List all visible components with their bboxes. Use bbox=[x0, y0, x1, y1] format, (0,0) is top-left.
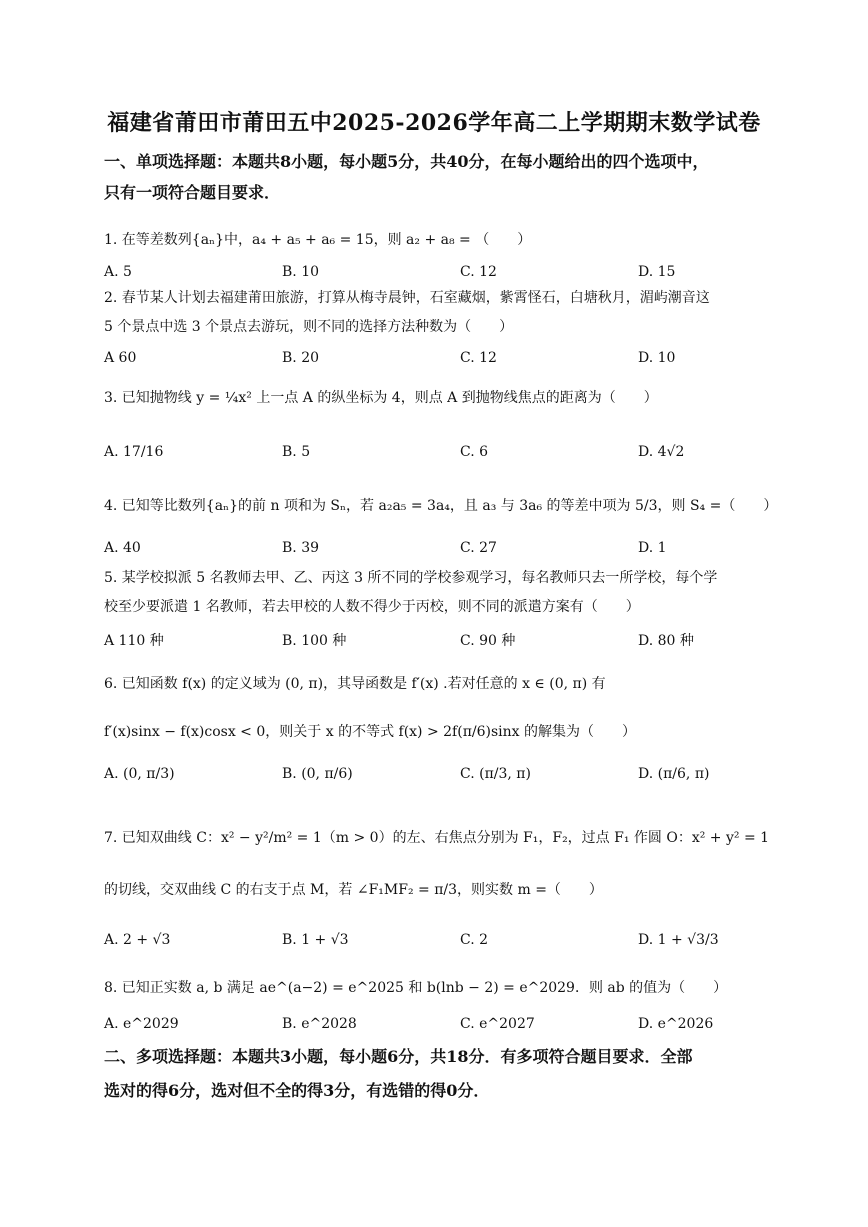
section1-heading-line1: 一、单项选择题：本题共8小题，每小题5分，共40分，在每小题给出的四个选项中， bbox=[104, 152, 709, 171]
question-2-options bbox=[104, 350, 768, 372]
exam-title: 福建省莆田市莆田五中2025-2026学年高二上学期期末数学试卷 bbox=[107, 110, 761, 136]
question-2-stem-line2: 5 个景点中选 3 个景点去游玩，则不同的选择方法种数为（ ） bbox=[104, 319, 514, 335]
question-5-stem-line2: 校至少要派遣 1 名教师，若去甲校的人数不得少于丙校，则不同的派遣方案有（ ） bbox=[104, 599, 640, 615]
option-a: A. 5 bbox=[104, 264, 132, 280]
question-5-options bbox=[104, 630, 768, 652]
question-1 bbox=[104, 226, 768, 255]
question-6-stem-line1: 6. 已知函数 f(x) 的定义域为 (0, π)，其导函数是 f′(x) .若对任意的 x ∈ (0, π) 有 bbox=[104, 676, 606, 692]
question-5 bbox=[104, 564, 768, 622]
option-d: D. 1 + √3/3 bbox=[638, 932, 719, 948]
option-b: B. 1 + √3 bbox=[282, 932, 349, 948]
option-a: A. 2 + √3 bbox=[104, 932, 171, 948]
option-d: D. 4√2 bbox=[638, 444, 685, 460]
option-a: A. e^2029 bbox=[104, 1016, 179, 1032]
question-5-stem-line1: 5. 某学校拟派 5 名教师去甲、乙、丙这 3 所不同的学校参观学习，每名教师只去一所学校，每个学 bbox=[104, 570, 718, 586]
option-d: D. 10 bbox=[638, 350, 676, 366]
option-a: A. 40 bbox=[104, 540, 141, 556]
question-4-stem: 4. 已知等比数列{aₙ}的前 n 项和为 Sₙ，若 a₂a₅ = 3a₄，且 a₃ 与 3a₆ 的等差中项为 5/3，则 S₄ =（ ） bbox=[104, 498, 778, 514]
question-6 bbox=[104, 660, 768, 756]
option-b: B. (0, π/6) bbox=[282, 766, 353, 782]
option-b: B. e^2028 bbox=[282, 1016, 357, 1032]
question-6-options bbox=[104, 766, 768, 788]
question-3-options bbox=[104, 444, 768, 466]
question-7 bbox=[104, 812, 768, 916]
question-2 bbox=[104, 284, 768, 342]
section1-heading bbox=[104, 146, 774, 208]
question-7-stem-line1: 7. 已知双曲线 C：x² − y²/m² = 1（m > 0）的左、右焦点分别为 F₁，F₂，过点 F₁ 作圆 O：x² + y² = 1 bbox=[104, 830, 770, 846]
question-8-stem: 8. 已知正实数 a, b 满足 ae^(a−2) = e^2025 和 b(lnb − 2) = e^2029．则 ab 的值为（ ） bbox=[104, 980, 728, 996]
option-d: D. 80 种 bbox=[638, 633, 694, 649]
option-b: B. 39 bbox=[282, 540, 320, 556]
option-a: A 110 种 bbox=[104, 633, 164, 649]
question-6-stem-line2: f′(x)sinx − f(x)cosx < 0，则关于 x 的不等式 f(x) > 2f(π/6)sinx 的解集为（ ） bbox=[104, 724, 637, 740]
section1-heading-line2: 只有一项符合题目要求． bbox=[104, 183, 281, 202]
option-d: D. 15 bbox=[638, 264, 676, 280]
option-c: C. 12 bbox=[460, 350, 497, 366]
option-d: D. (π/6, π) bbox=[638, 766, 710, 782]
question-3-stem: 3. 已知抛物线 y = ¼x² 上一点 A 的纵坐标为 4，则点 A 到抛物线焦点的距离为（ ） bbox=[104, 390, 658, 406]
section2-heading-line1: 二、多项选择题：本题共3小题，每小题6分，共18分．有多项符合题目要求．全部 bbox=[104, 1047, 693, 1066]
option-a: A 60 bbox=[104, 350, 137, 366]
question-3 bbox=[104, 384, 768, 413]
option-b: B. 100 种 bbox=[282, 633, 347, 649]
section2-heading-line2: 选对的得6分，选对但不全的得3分，有选错的得0分． bbox=[104, 1081, 490, 1100]
question-1-stem: 1. 在等差数列{aₙ}中，a₄ + a₅ + a₆ = 15，则 a₂ + a₈ = （ ） bbox=[104, 232, 532, 248]
question-7-options bbox=[104, 932, 768, 954]
question-7-stem-line2: 的切线，交双曲线 C 的右支于点 M，若 ∠F₁MF₂ = π/3，则实数 m =（ ） bbox=[104, 882, 603, 898]
option-d: D. 1 bbox=[638, 540, 667, 556]
option-c: C. 27 bbox=[460, 540, 497, 556]
option-c: C. (π/3, π) bbox=[460, 766, 531, 782]
question-8 bbox=[104, 974, 768, 1003]
option-c: C. 90 种 bbox=[460, 633, 516, 649]
option-a: A. (0, π/3) bbox=[104, 766, 175, 782]
question-8-options bbox=[104, 1016, 768, 1038]
option-b: B. 10 bbox=[282, 264, 320, 280]
option-c: C. 6 bbox=[460, 444, 489, 460]
option-c: C. 12 bbox=[460, 264, 497, 280]
question-4 bbox=[104, 492, 778, 521]
section2-heading bbox=[104, 1040, 774, 1108]
option-b: B. 5 bbox=[282, 444, 311, 460]
option-a: A. 17/16 bbox=[104, 444, 164, 460]
option-c: C. 2 bbox=[460, 932, 489, 948]
option-d: D. e^2026 bbox=[638, 1016, 714, 1032]
option-b: B. 20 bbox=[282, 350, 320, 366]
question-2-stem-line1: 2. 春节某人计划去福建莆田旅游，打算从梅寺晨钟，石室藏烟，紫霄怪石，白塘秋月，湄屿潮音这 bbox=[104, 290, 710, 306]
question-1-options bbox=[104, 264, 768, 286]
option-c: C. e^2027 bbox=[460, 1016, 535, 1032]
question-4-options bbox=[104, 540, 768, 562]
